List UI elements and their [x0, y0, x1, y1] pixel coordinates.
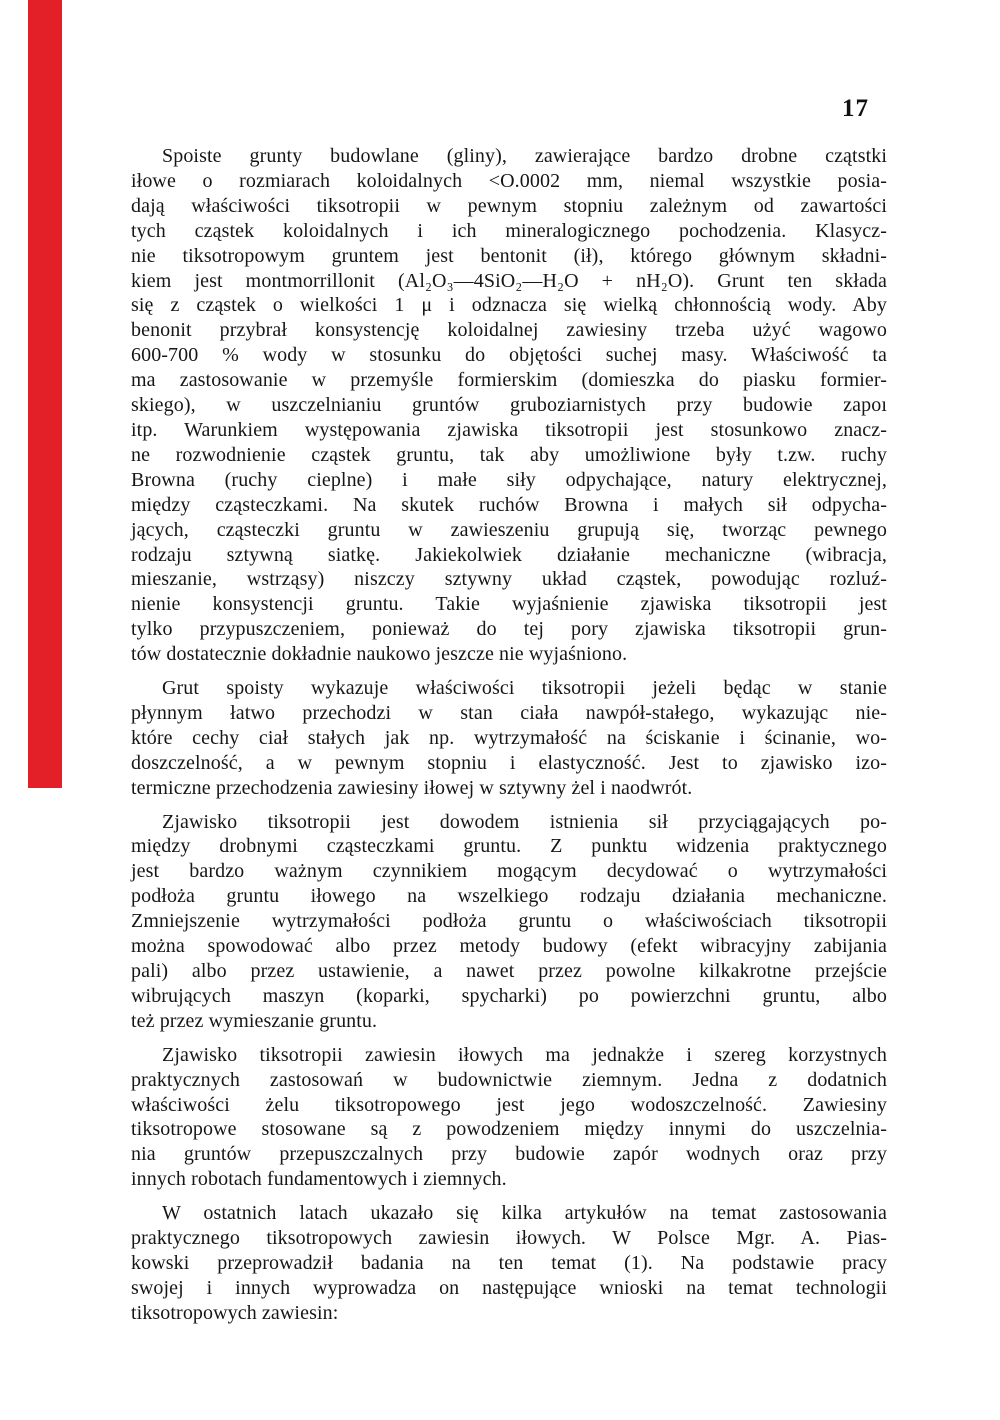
red-bookmark-ribbon	[28, 0, 62, 788]
text-line: W ostatnich latach ukazało się kilka artykułów na temat zastosowania	[162, 1202, 887, 1225]
text-line: praktycznego tiksotropowych zawiesin iłowych. W Polsce Mgr. A. Pias-	[131, 1227, 887, 1250]
text-line: ne rozwodnienie cząstek gruntu, tak aby umożliwione były t.zw. ruchy	[131, 443, 887, 466]
text-line: też przez wymieszanie gruntu.	[131, 1009, 378, 1032]
paragraph	[131, 676, 887, 801]
text-line: można spowodować albo przez metody budowy (efekt wibracyjny zabijania	[131, 935, 887, 958]
text-line: 600-700 % wody w stosunku do objętości suchej masy. Właściwość ta	[131, 344, 887, 367]
text-line: benonit przybrał konsystencję koloidalnej zawiesiny trzeba użyć wagowo	[131, 319, 887, 342]
paragraph	[131, 810, 887, 1034]
text-line: kiem jest montmorrillonit (Al₂O₃—4SiO₂—H₂O + nH₂O). Grunt ten składa	[131, 269, 887, 292]
text-line: doszczelność, a w pewnym stopniu i elastyczność. Jest to zjawisko izo-	[131, 751, 887, 774]
text-line: Zjawisko tiksotropii jest dowodem istnienia sił przyciągających po-	[162, 810, 887, 833]
paragraph	[131, 1043, 887, 1192]
text-line: swojej i innych wyprowadza on następujące wnioski na temat technologii	[131, 1276, 887, 1299]
page-number: 17	[842, 95, 869, 122]
text-line: mieszanie, wstrząsy) niszczy sztywny układ cząstek, powodując rozluź-	[131, 568, 887, 591]
text-line: tów dostatecznie dokładnie naukowo jeszcze nie wyjaśniono.	[131, 643, 628, 666]
text-line: innych robotach fundamentowych i ziemnych.	[131, 1168, 507, 1191]
text-line: kowski przeprowadził badania na ten temat (1). Na podstawie pracy	[131, 1251, 887, 1274]
text-line: tych cząstek koloidalnych i ich mineralogicznego pochodzenia. Klasycz-	[131, 219, 887, 242]
text-line: jest bardzo ważnym czynnikiem mogącym decydować o wytrzymałości	[131, 860, 887, 883]
text-line: tylko przypuszczeniem, ponieważ do tej pory zjawiska tiksotropii grun-	[131, 618, 887, 641]
text-line: iłowe o rozmiarach koloidalnych <O.0002 mm, niemal wszystkie posia-	[131, 169, 887, 192]
text-line: Browna (ruchy cieplne) i małe siły odpychające, natury elektrycznej,	[131, 468, 887, 491]
text-line: nienie konsystencji gruntu. Takie wyjaśnienie zjawiska tiksotropii jest	[131, 593, 887, 616]
text-line: itp. Warunkiem występowania zjawiska tiksotropii jest stosunkowo znacz-	[131, 418, 887, 441]
text-line: praktycznych zastosowań w budownictwie ziemnym. Jedna z dodatnich	[131, 1068, 887, 1091]
text-line: nie tiksotropowym gruntem jest bentonit (ił), którego głównym składni-	[131, 244, 887, 267]
paragraph	[131, 1201, 887, 1326]
text-line: Spoiste grunty budowlane (gliny), zawierające bardzo drobne czątstki	[162, 145, 887, 167]
text-line: się z cząstek o wielkości 1 μ i odznacza się wielką chłonnością wody. Aby	[131, 294, 887, 317]
text-line: pali) albo przez ustawienie, a nawet przez powolne kilkakrotne przejście	[131, 960, 887, 982]
text-line: Grut spoisty wykazuje właściwości tiksotropii jeżeli będąc w stanie	[162, 677, 887, 700]
text-line: tiksotropowych zawiesin:	[131, 1301, 339, 1324]
text-line: podłoża gruntu iłowego na wszelkiego rodzaju działania mechaniczne.	[131, 885, 887, 908]
text-line: Zjawisko tiksotropii zawiesin iłowych ma jednakże i szereg korzystnych	[162, 1043, 887, 1066]
text-line: termiczne przechodzenia zawiesiny iłowej w sztywny żel i naodwrót.	[131, 776, 693, 799]
text-line: właściwości żelu tiksotropowego jest jego wodoszczelność. Zawiesiny	[131, 1093, 887, 1116]
text-line: dają właściwości tiksotropii w pewnym stopniu zależnym od zawartości	[131, 194, 887, 217]
text-line: rodzaju sztywną siatkę. Jakiekolwiek działanie mechaniczne (wibracja,	[131, 543, 887, 566]
text-line: wibrujących maszyn (koparki, spycharki) po powierzchni gruntu, albo	[131, 984, 887, 1007]
text-line: ma zastosowanie w przemyśle formierskim (domieszka do piasku formier-	[131, 369, 887, 392]
text-line: między cząsteczkami. Na skutek ruchów Browna i małych sił odpycha-	[131, 493, 887, 516]
text-line: które cechy ciał stałych jak np. wytrzymałość na ściskanie i ścinanie, wo-	[131, 726, 887, 749]
text-line: tiksotropowe stosowane są z powodzeniem między innymi do uszczelnia-	[131, 1118, 887, 1141]
text-line: Zmniejszenie wytrzymałości podłoża gruntu o właściwościach tiksotropii	[131, 910, 887, 933]
text-line: między drobnymi cząsteczkami gruntu. Z punktu widzenia praktycznego	[131, 835, 887, 858]
body-text	[131, 144, 887, 1335]
text-line: płynnym łatwo przechodzi w stan ciała nawpół-stałego, wykazując nie-	[131, 701, 887, 724]
text-line: nia gruntów przepuszczalnych przy budowie zapór wodnych oraz przy	[131, 1143, 887, 1166]
paragraph	[131, 144, 887, 667]
text-line: skiego), w uszczelnianiu gruntów gruboziarnistych przy budowie zapoı	[131, 394, 887, 417]
text-line: jących, cząsteczki gruntu w zawieszeniu grupują się, tworząc pewnego	[131, 518, 887, 541]
